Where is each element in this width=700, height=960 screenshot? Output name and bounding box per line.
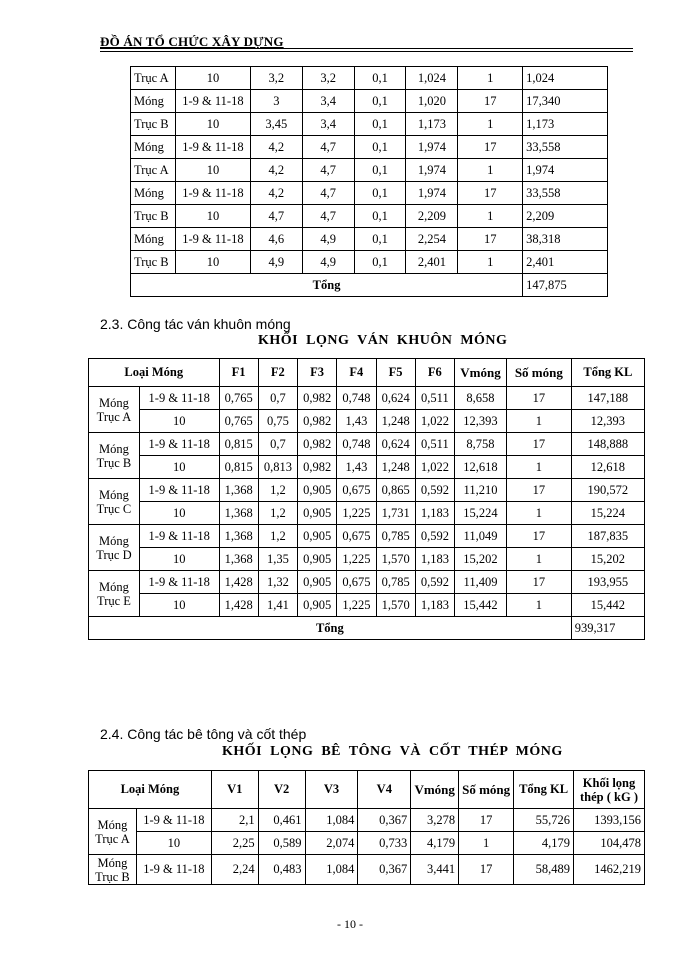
cell-v1: 2,24 [211,855,258,885]
cell-f3: 0,905 [298,479,337,502]
cell-f1: 0,815 [219,456,258,479]
cell-v3: 1,084 [305,809,358,832]
cell-f6: 0,592 [415,571,454,594]
cell-total: 33,558 [523,136,608,159]
cell-f5: 1,570 [376,594,415,617]
col-f5: F5 [376,359,415,387]
cell-f6: 0,511 [415,387,454,410]
cell-volume: 2,254 [406,228,458,251]
cell-f1: 0,765 [219,387,258,410]
cell-tong-kl: 147,188 [571,387,644,410]
cell-f4: 1,43 [337,456,376,479]
cell-vmong: 11,409 [455,571,507,594]
cell-v4: 0,367 [358,809,411,832]
cell-vmong: 4,179 [411,832,459,855]
group-name1: Móng [99,395,129,410]
cell-f4: 0,748 [337,433,376,456]
table-row [89,410,645,433]
cell-f1: 1,368 [219,548,258,571]
concrete-table-caption: KHỐI LỌNG BÊ TÔNG VÀ CỐT THÉP MÓNG [222,744,563,759]
cell-f4: 0,675 [337,479,376,502]
cell-c: 0,1 [354,159,406,182]
table-row [89,433,645,456]
group-label [89,387,140,433]
group-label-b [89,855,137,885]
cell-total: 38,318 [523,228,608,251]
group-label-a [89,809,137,855]
cell-b: 4,7 [302,136,354,159]
cell-a: 3,45 [250,113,302,136]
cell-group: Trục A [131,67,176,90]
cell-type: 1-9 & 11-18 [139,525,219,548]
cell-type: 10 [139,548,219,571]
cell-tong-kl: 4,179 [514,832,574,855]
table-row [89,479,645,502]
cell-a: 4,9 [250,251,302,274]
cell-f6: 1,022 [415,456,454,479]
cell-v2: 0,461 [258,809,305,832]
cell-f1: 0,815 [219,433,258,456]
cell-type: 10 [139,594,219,617]
cell-type: 10 [175,67,250,90]
cell-f5: 1,731 [376,502,415,525]
cell-vmong: 8,658 [455,387,507,410]
cell-count: 1 [458,113,523,136]
col-f3: F3 [298,359,337,387]
cell-group: Móng [131,136,176,159]
cell-b: 4,9 [302,228,354,251]
cell-f1: 1,428 [219,594,258,617]
cell-volume: 2,209 [406,205,458,228]
cell-vmong: 3,441 [411,855,459,885]
group-label [89,479,140,525]
cell-count: 1 [458,251,523,274]
cell-vmong: 11,049 [455,525,507,548]
header-rule-2 [100,51,633,52]
total-row [131,274,608,297]
cell-so-mong: 17 [506,571,571,594]
group-name2: Trục B [95,869,130,884]
cell-group: Móng [131,90,176,113]
cell-group: Trục B [131,113,176,136]
cell-f4: 1,225 [337,548,376,571]
cell-f1: 1,368 [219,525,258,548]
col-steel-weight [574,771,645,809]
cell-type: 1-9 & 11-18 [139,479,219,502]
col-steel-weight-line1: Khối lọng [582,775,636,790]
cell-type: 1-9 & 11-18 [139,433,219,456]
cell-f4: 1,225 [337,594,376,617]
cell-type: 1-9 & 11-18 [175,228,250,251]
cell-f5: 1,570 [376,548,415,571]
cell-a: 3,2 [250,67,302,90]
cell-type: 1-9 & 11-18 [139,571,219,594]
total-row [89,617,645,640]
cell-f6: 1,022 [415,410,454,433]
cell-count: 17 [458,228,523,251]
col-v4: V4 [358,771,411,809]
cell-group: Móng [131,182,176,205]
cell-tong-kl: 55,726 [514,809,574,832]
cell-f3: 0,905 [298,502,337,525]
cell-so-mong: 1 [506,594,571,617]
cell-f1: 0,765 [219,410,258,433]
table-row [131,182,608,205]
cell-v2: 0,589 [258,832,305,855]
group-name2: Trục E [97,593,131,608]
col-f2: F2 [258,359,297,387]
cell-tong-kl: 193,955 [571,571,644,594]
group-name2: Trục D [96,547,132,562]
cell-c: 0,1 [354,205,406,228]
cell-f4: 1,225 [337,502,376,525]
cell-f3: 0,982 [298,433,337,456]
cell-so-mong: 1 [506,456,571,479]
cell-b: 3,4 [302,113,354,136]
cell-tong-kl: 12,393 [571,410,644,433]
cell-c: 0,1 [354,67,406,90]
cell-f3: 0,905 [298,594,337,617]
cell-steel: 104,478 [574,832,645,855]
cell-tong-kl: 148,888 [571,433,644,456]
cell-tong-kl: 15,224 [571,502,644,525]
cell-vmong: 15,442 [455,594,507,617]
col-f4: F4 [337,359,376,387]
cell-volume: 1,024 [406,67,458,90]
cell-type: 10 [139,410,219,433]
table-row [131,67,608,90]
cell-vmong: 8,758 [455,433,507,456]
table-row [89,525,645,548]
cell-f6: 1,183 [415,548,454,571]
cell-a: 4,2 [250,159,302,182]
total-value: 147,875 [523,274,608,297]
group-name1: Móng [99,487,129,502]
col-v2: V2 [258,771,305,809]
cell-so-mong: 17 [506,433,571,456]
cell-a: 3 [250,90,302,113]
cell-f2: 1,2 [258,479,297,502]
cell-so-mong: 17 [506,479,571,502]
header-rule [100,48,633,49]
cell-f2: 1,2 [258,525,297,548]
table-row [131,90,608,113]
group-name2: Trục C [96,501,132,516]
cell-type: 1-9 & 11-18 [175,90,250,113]
cell-type: 10 [136,832,211,855]
cell-f6: 1,183 [415,502,454,525]
group-label [89,525,140,571]
cell-v4: 0,367 [358,855,411,885]
cell-tong-kl: 15,202 [571,548,644,571]
cell-v1: 2,1 [211,809,258,832]
formwork-body [89,387,645,640]
cell-f2: 1,2 [258,502,297,525]
cell-steel: 1462,219 [574,855,645,885]
cell-b: 4,9 [302,251,354,274]
total-value: 939,317 [571,617,644,640]
page-number: - 10 - [337,917,363,931]
cell-f4: 0,748 [337,387,376,410]
cell-type: 10 [175,159,250,182]
cell-so-mong: 1 [506,548,571,571]
cell-f4: 0,675 [337,525,376,548]
group-name2: Trục A [95,831,130,846]
cell-volume: 1,020 [406,90,458,113]
cell-total: 1,024 [523,67,608,90]
cell-a: 4,7 [250,205,302,228]
col-f1: F1 [219,359,258,387]
cell-count: 17 [458,136,523,159]
cell-so-mong: 17 [459,855,514,885]
cell-volume: 1,173 [406,113,458,136]
cell-f6: 1,183 [415,594,454,617]
cell-f2: 0,75 [258,410,297,433]
cell-f6: 0,511 [415,433,454,456]
cell-total: 1,974 [523,159,608,182]
cell-volume: 2,401 [406,251,458,274]
cell-vmong: 12,393 [455,410,507,433]
cell-f1: 1,368 [219,479,258,502]
footing-volume-table [130,66,608,297]
cell-f2: 1,35 [258,548,297,571]
col-tong-kl: Tổng KL [571,359,644,387]
section-2-4-heading: 2.4. Công tác bê tông và cốt thép [100,726,307,742]
cell-tong-kl: 12,618 [571,456,644,479]
cell-so-mong: 17 [506,525,571,548]
cell-so-mong: 1 [459,832,514,855]
cell-vmong: 11,210 [455,479,507,502]
col-tong-kl: Tổng KL [514,771,574,809]
group-name2: Trục B [96,455,132,470]
cell-volume: 1,974 [406,159,458,182]
cell-type: 10 [139,456,219,479]
cell-count: 1 [458,205,523,228]
cell-tong-kl: 15,442 [571,594,644,617]
cell-f5: 0,785 [376,525,415,548]
cell-count: 1 [458,67,523,90]
cell-f3: 0,982 [298,456,337,479]
cell-count: 1 [458,159,523,182]
cell-c: 0,1 [354,251,406,274]
col-loai-mong: Loại Móng [89,359,220,387]
group-label [89,571,140,617]
cell-f5: 0,865 [376,479,415,502]
cell-steel: 1393,156 [574,809,645,832]
cell-type: 1-9 & 11-18 [139,387,219,410]
cell-f6: 0,592 [415,479,454,502]
cell-volume: 1,974 [406,136,458,159]
cell-total: 1,173 [523,113,608,136]
cell-c: 0,1 [354,113,406,136]
cell-so-mong: 1 [506,502,571,525]
cell-a: 4,2 [250,182,302,205]
table-row [131,205,608,228]
cell-type: 1-9 & 11-18 [175,182,250,205]
cell-so-mong: 1 [506,410,571,433]
col-v1: V1 [211,771,258,809]
group-label [89,433,140,479]
cell-f3: 0,982 [298,410,337,433]
col-f6: F6 [415,359,454,387]
cell-count: 17 [458,90,523,113]
cell-f4: 1,43 [337,410,376,433]
col-vmong: Vmóng [455,359,507,387]
cell-v3: 2,074 [305,832,358,855]
cell-so-mong: 17 [506,387,571,410]
group-name1: Móng [99,579,129,594]
group-name2: Trục A [96,409,132,424]
table-row [89,456,645,479]
col-v3: V3 [305,771,358,809]
table-row [131,228,608,251]
cell-group: Trục B [131,205,176,228]
table-row [89,571,645,594]
cell-c: 0,1 [354,90,406,113]
cell-f2: 1,32 [258,571,297,594]
cell-tong-kl: 58,489 [514,855,574,885]
formwork-table [88,358,645,640]
group-name1: Móng [99,441,129,456]
cell-v2: 0,483 [258,855,305,885]
cell-count: 17 [458,182,523,205]
cell-v1: 2,25 [211,832,258,855]
cell-vmong: 3,278 [411,809,459,832]
cell-f2: 1,41 [258,594,297,617]
cell-f3: 0,905 [298,525,337,548]
cell-type: 10 [175,113,250,136]
cell-group: Trục B [131,251,176,274]
table-row [131,159,608,182]
col-vmong: Vmóng [411,771,459,809]
cell-c: 0,1 [354,182,406,205]
cell-type: 1-9 & 11-18 [136,809,211,832]
table-row [89,548,645,571]
cell-group: Trục A [131,159,176,182]
cell-f5: 0,624 [376,387,415,410]
cell-f4: 0,675 [337,571,376,594]
table-row [131,251,608,274]
cell-total: 2,209 [523,205,608,228]
cell-tong-kl: 187,835 [571,525,644,548]
col-steel-weight-line2: thép ( kG ) [580,789,639,804]
cell-a: 4,2 [250,136,302,159]
concrete-steel-table [88,770,645,885]
cell-f6: 0,592 [415,525,454,548]
cell-f5: 0,785 [376,571,415,594]
footing-volume-body [131,67,608,297]
cell-b: 4,7 [302,159,354,182]
cell-f5: 1,248 [376,410,415,433]
cell-f2: 0,7 [258,387,297,410]
cell-total: 17,340 [523,90,608,113]
cell-v3: 1,084 [305,855,358,885]
cell-f2: 0,7 [258,433,297,456]
cell-c: 0,1 [354,136,406,159]
cell-f1: 1,368 [219,502,258,525]
cell-type: 1-9 & 11-18 [136,855,211,885]
group-name1: Móng [97,855,128,870]
cell-v4: 0,733 [358,832,411,855]
total-label: Tổng [89,617,572,640]
group-name1: Móng [97,817,128,832]
cell-type: 10 [175,251,250,274]
cell-f5: 0,624 [376,433,415,456]
cell-group: Móng [131,228,176,251]
total-label: Tổng [131,274,523,297]
cell-tong-kl: 190,572 [571,479,644,502]
cell-total: 2,401 [523,251,608,274]
cell-f5: 1,248 [376,456,415,479]
table-row [131,113,608,136]
cell-total: 33,558 [523,182,608,205]
cell-b: 3,2 [302,67,354,90]
cell-f2: 0,813 [258,456,297,479]
table-row [89,502,645,525]
table-row [89,387,645,410]
cell-f1: 1,428 [219,571,258,594]
cell-so-mong: 17 [459,809,514,832]
cell-c: 0,1 [354,228,406,251]
cell-type: 10 [139,502,219,525]
table-row [89,594,645,617]
col-so-mong: Số móng [459,771,514,809]
cell-f3: 0,905 [298,548,337,571]
cell-type: 10 [175,205,250,228]
formwork-table-caption: KHỐI LỌNG VÁN KHUÔN MÓNG [258,333,508,348]
cell-vmong: 12,618 [455,456,507,479]
cell-type: 1-9 & 11-18 [175,136,250,159]
cell-a: 4,6 [250,228,302,251]
cell-vmong: 15,224 [455,502,507,525]
col-loai-mong: Loại Móng [89,771,212,809]
cell-f3: 0,982 [298,387,337,410]
cell-vmong: 15,202 [455,548,507,571]
group-name1: Móng [99,533,129,548]
col-so-mong: Số móng [506,359,571,387]
cell-f3: 0,905 [298,571,337,594]
cell-b: 4,7 [302,205,354,228]
section-2-3-heading: 2.3. Công tác ván khuôn móng [100,316,291,332]
page-header-title: ĐỒ ÁN TỔ CHỨC XÂY DỰNG [100,34,284,49]
cell-b: 3,4 [302,90,354,113]
cell-b: 4,7 [302,182,354,205]
table-row [131,136,608,159]
cell-volume: 1,974 [406,182,458,205]
